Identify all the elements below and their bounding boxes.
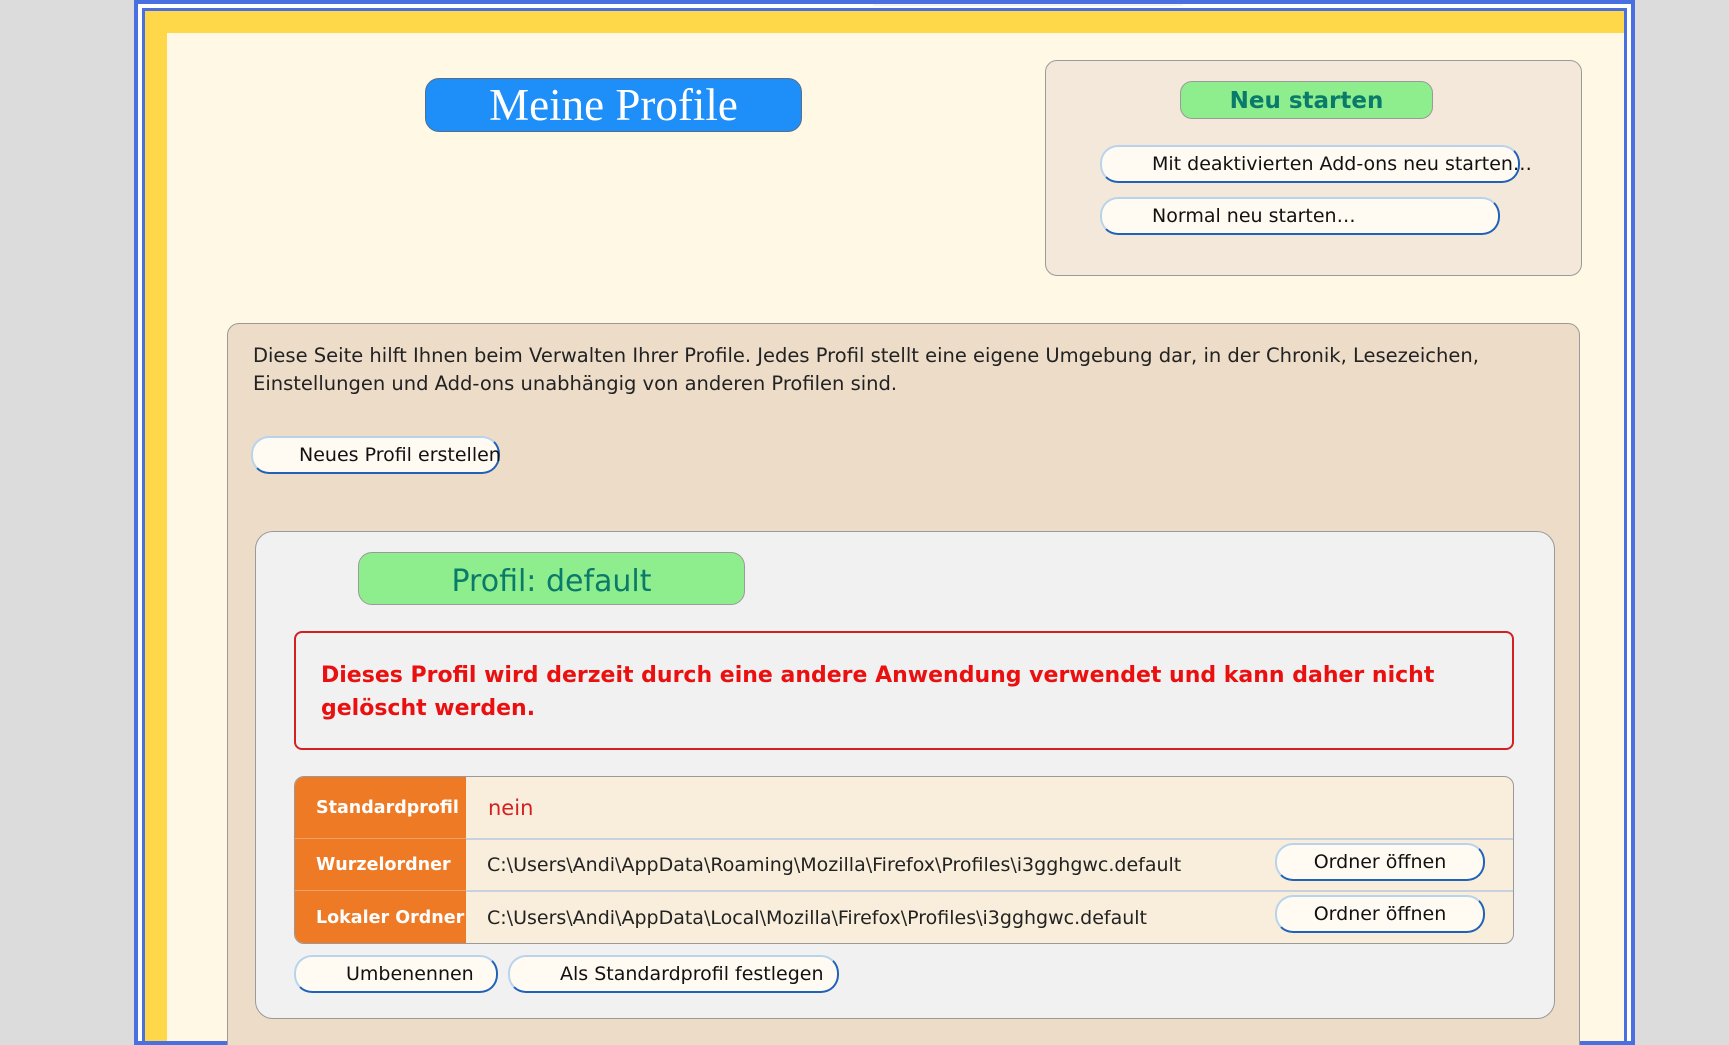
open-root-folder-button[interactable] bbox=[1275, 843, 1485, 881]
row-label: Wurzelordner bbox=[295, 839, 466, 891]
profile-manager-page bbox=[167, 33, 1624, 1041]
restart-disabled-addons-label: Mit deaktivierten Add-ons neu starten… bbox=[1152, 153, 1532, 175]
warning-box bbox=[294, 631, 1514, 750]
create-profile-label: Neues Profil erstellen bbox=[299, 444, 501, 466]
row-value: C:\Users\Andi\AppData\Roaming\Mozilla\Firefox\Profiles\i3gghgwc.default bbox=[487, 854, 1182, 876]
page-title: Meine Profile bbox=[425, 78, 802, 132]
inner-frame bbox=[142, 8, 1627, 1041]
row-label: Lokaler Ordner bbox=[295, 891, 466, 944]
table-row-local-folder bbox=[295, 891, 1513, 944]
open-local-folder-button[interactable] bbox=[1275, 895, 1485, 933]
rename-button[interactable] bbox=[294, 955, 498, 993]
restart-heading: Neu starten bbox=[1229, 88, 1384, 114]
restart-normal-label: Normal neu starten… bbox=[1152, 205, 1356, 227]
restart-disabled-addons-button[interactable] bbox=[1100, 145, 1532, 183]
row-label: Standardprofil bbox=[295, 777, 466, 839]
restart-normal-button[interactable] bbox=[1100, 197, 1500, 235]
set-default-profile-button[interactable] bbox=[508, 955, 839, 993]
intro-text: Diese Seite hilft Ihnen beim Verwalten Ihrer Profile. Jedes Profil stellt eine eigene Umgebung dar, in der Chronik, Lesezeichen, Einstellungen und Add-ons unabhängig von anderen Profilen sind. bbox=[253, 344, 1479, 395]
open-local-folder-label: Ordner öffnen bbox=[1313, 903, 1447, 925]
top-strip bbox=[873, 4, 1183, 6]
rename-label: Umbenennen bbox=[346, 963, 474, 985]
table-row-root-folder bbox=[295, 839, 1513, 891]
outer-window-frame bbox=[134, 0, 1635, 1045]
set-default-profile-label: Als Standardprofil festlegen bbox=[560, 963, 824, 985]
profile-title: Profil: default bbox=[451, 564, 652, 599]
open-root-folder-label: Ordner öffnen bbox=[1313, 851, 1447, 873]
row-value: nein bbox=[488, 796, 534, 820]
profile-info-table bbox=[294, 776, 1514, 944]
create-profile-button[interactable] bbox=[251, 436, 500, 474]
main-panel bbox=[227, 323, 1580, 1045]
restart-panel bbox=[1045, 60, 1582, 276]
row-value: C:\Users\Andi\AppData\Local\Mozilla\Firefox\Profiles\i3gghgwc.default bbox=[487, 907, 1147, 929]
warning-text: Dieses Profil wird derzeit durch eine andere Anwendung verwendet und kann daher nicht gelöscht werden. bbox=[321, 663, 1435, 721]
table-row-default-profile bbox=[295, 777, 1513, 839]
profile-card bbox=[255, 531, 1555, 1019]
